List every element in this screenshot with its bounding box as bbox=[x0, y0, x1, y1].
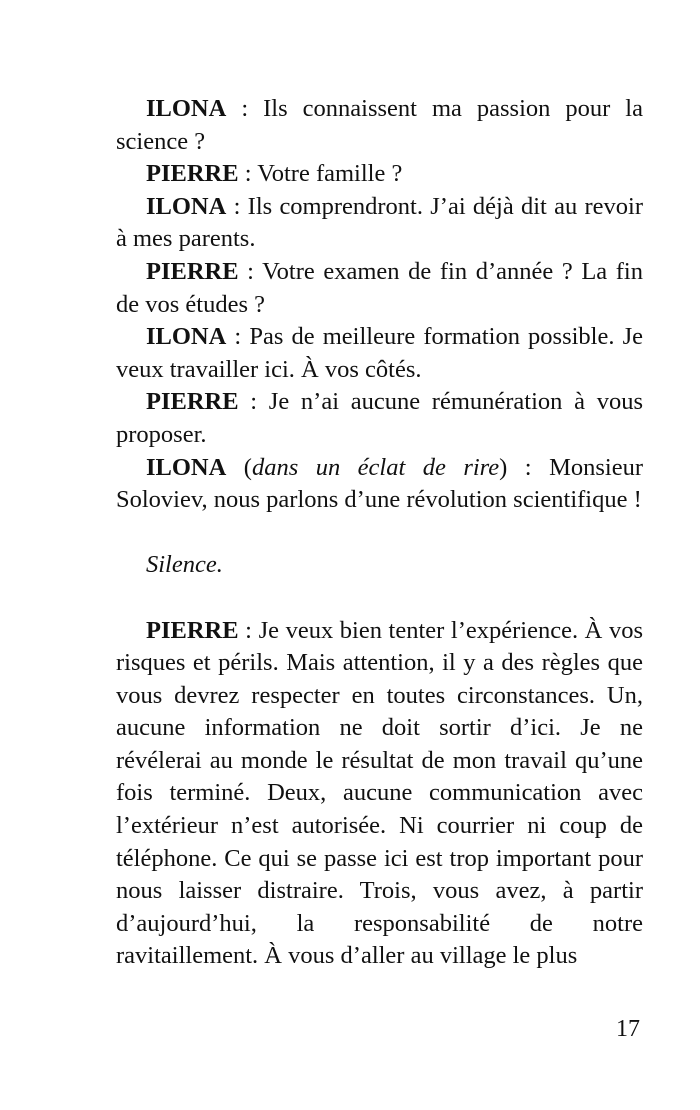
paragraph-gap bbox=[116, 517, 643, 550]
dialogue-line bbox=[116, 452, 643, 517]
final-speech bbox=[116, 615, 643, 974]
page-number: 17 bbox=[616, 1016, 640, 1042]
dialogue-line bbox=[116, 321, 643, 386]
stage-direction: Silence. bbox=[146, 551, 223, 579]
speaker-name: PIERRE bbox=[146, 616, 239, 644]
speaker-name: ILONA bbox=[146, 323, 227, 351]
dialogue-text: : Je n’ai aucune rémunération à vous proposer. bbox=[116, 388, 643, 448]
speaker-name: PIERRE bbox=[146, 388, 239, 416]
dialogue-text: : Pas de meilleure formation possible. Je veux travailler ici. À vos côtés. bbox=[116, 323, 643, 383]
dialogue-text: : Votre examen de fin d’année ? La fin de vos études ? bbox=[116, 257, 643, 318]
dialogue-text: : Ils comprendront. J’ai déjà dit au revoir à mes parents. bbox=[116, 192, 643, 253]
dialogue-text: : Je veux bien tenter l’expérience. À vos risques et périls. Mais attention, il y a des règles que vous devrez respecter en toutes circonstances. Un, aucune information ne doit sortir d’ici. Je ne révélerai au monde le résultat de mon travail qu’une fois terminé. Deux, aucune communication avec l’extérieur n’est autorisée. Ni courrier ni coup de téléphone. Ce qui se passe ici est trop important pour nous laisser distraire. Trois, vous avez, à partir d’aujourd’hui, la responsabilité de notre ravitaillement. À vous d’aller au village le plus bbox=[116, 616, 643, 970]
dialogue-text: : Ils connaissent ma passion pour la science ? bbox=[116, 95, 643, 155]
page-body bbox=[116, 93, 643, 973]
dialogue-line bbox=[116, 158, 643, 191]
speaker-name: ILONA bbox=[146, 95, 227, 122]
speaker-name: ILONA bbox=[146, 192, 227, 220]
speaker-name: ILONA bbox=[146, 453, 227, 481]
paragraph-gap bbox=[116, 582, 643, 615]
dialogue-line bbox=[116, 386, 643, 451]
inline-stage-direction: dans un éclat de rire bbox=[251, 453, 500, 481]
dialogue-line bbox=[116, 191, 643, 256]
dialogue-line bbox=[116, 256, 643, 321]
speaker-name: PIERRE bbox=[146, 257, 239, 285]
dialogue-line bbox=[116, 93, 643, 158]
dialogue-text: : Votre famille ? bbox=[238, 160, 403, 188]
speaker-name: PIERRE bbox=[146, 160, 239, 188]
stage-paren-open: ( bbox=[226, 453, 252, 481]
stage-paren-close: ) bbox=[499, 453, 525, 481]
dialogue-text: : Monsieur Soloviev, nous parlons d’une révolution scientifique ! bbox=[116, 453, 643, 514]
